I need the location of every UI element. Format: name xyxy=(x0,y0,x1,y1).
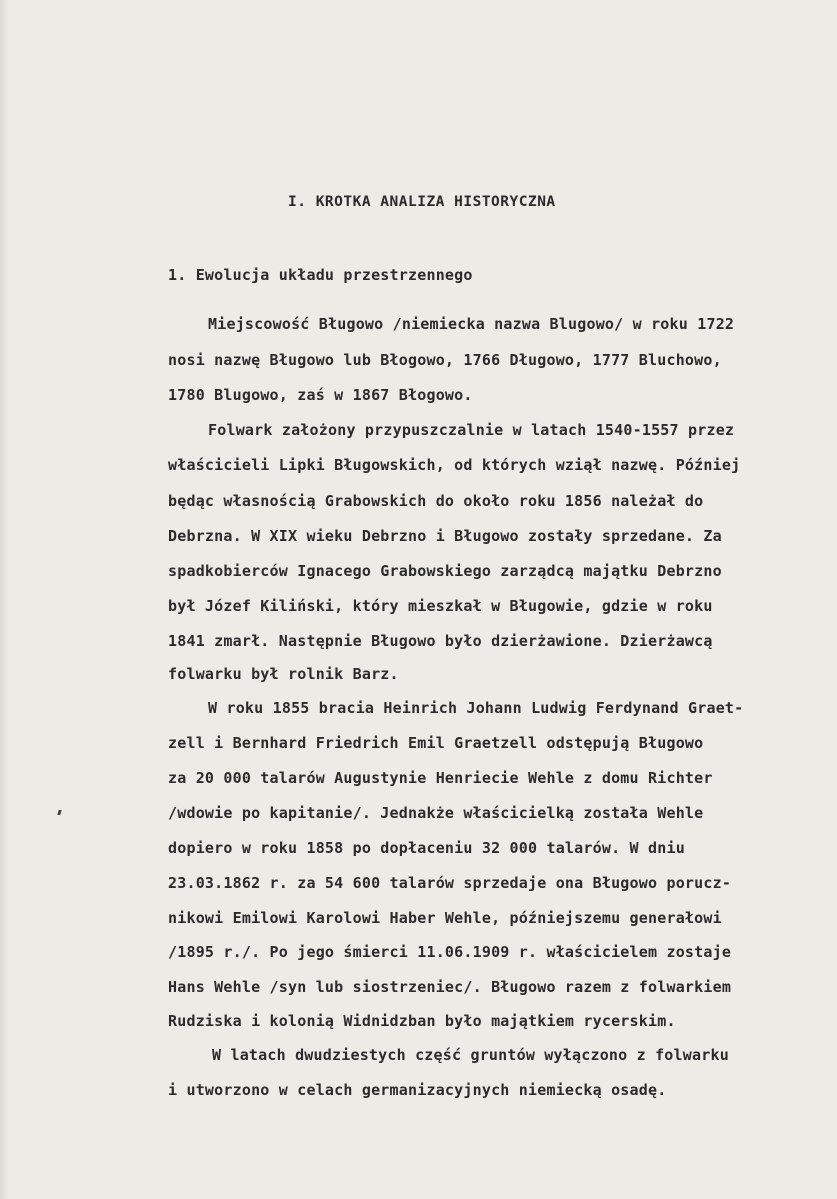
text-line: za 20 000 talarów Augustynie Henriecie Wehle z domu Richter xyxy=(168,769,713,787)
text-line: będąc własnością Grabowskich do około roku 1856 należał do xyxy=(168,492,704,510)
section-title: 1. Ewolucja układu przestrzennego xyxy=(168,266,473,284)
page-edge-shadow xyxy=(0,0,8,1199)
text-line: 23.03.1862 r. za 54 600 talarów sprzedaje ona Bługowo porucz- xyxy=(168,874,732,892)
text-line: Miejscowość Bługowo /niemiecka nazwa Blugowo/ w roku 1722 xyxy=(208,315,735,333)
text-line: dopiero w roku 1858 po dopłaceniu 32 000 talarów. W dniu xyxy=(168,839,685,857)
text-line: właścicieli Lipki Bługowskich, od których wziął nazwę. Później xyxy=(168,456,741,474)
text-line: nosi nazwę Bługowo lub Błogowo, 1766 Długowo, 1777 Bluchowo, xyxy=(168,351,722,369)
text-line: 1780 Blugowo, zaś w 1867 Błogowo. xyxy=(168,386,473,404)
text-line: zell i Bernhard Friedrich Emil Graetzell odstępują Bługowo xyxy=(168,734,704,752)
text-line: folwarku był rolnik Barz. xyxy=(168,665,399,683)
text-line: /wdowie po kapitanie/. Jednakże właścicielką została Wehle xyxy=(168,804,704,822)
text-line: spadkobierców Ignacego Grabowskiego zarządcą majątku Debrzno xyxy=(168,562,722,580)
text-line: Hans Wehle /syn lub siostrzeniec/. Bługowo razem z folwarkiem xyxy=(168,978,732,996)
document-heading: I. KROTKA ANALIZA HISTORYCZNA xyxy=(288,194,556,210)
text-line: 1841 zmarł. Następnie Bługowo było dzierżawione. Dzierżawcą xyxy=(168,632,713,650)
margin-mark xyxy=(57,810,61,815)
text-line: Rudziska i kolonią Widnidzban było majątkiem rycerskim. xyxy=(168,1012,676,1030)
text-line: nikowi Emilowi Karolowi Haber Wehle, późniejszemu generałowi xyxy=(168,909,722,927)
text-line: był Józef Kiliński, który mieszkał w Bługowie, gdzie w roku xyxy=(168,597,713,615)
text-line: Folwark założony przypuszczalnie w latach 1540-1557 przez xyxy=(208,421,735,439)
text-line: /1895 r./. Po jego śmierci 11.06.1909 r. właścicielem zostaje xyxy=(168,943,732,961)
text-line: W latach dwudziestych część gruntów wyłączono z folwarku xyxy=(212,1046,729,1064)
text-line: W roku 1855 bracia Heinrich Johann Ludwig Ferdynand Graet- xyxy=(208,699,744,717)
text-line: Debrzna. W XIX wieku Debrzno i Bługowo zostały sprzedane. Za xyxy=(168,527,722,545)
text-line: i utworzono w celach germanizacyjnych niemiecką osadę. xyxy=(168,1081,667,1099)
